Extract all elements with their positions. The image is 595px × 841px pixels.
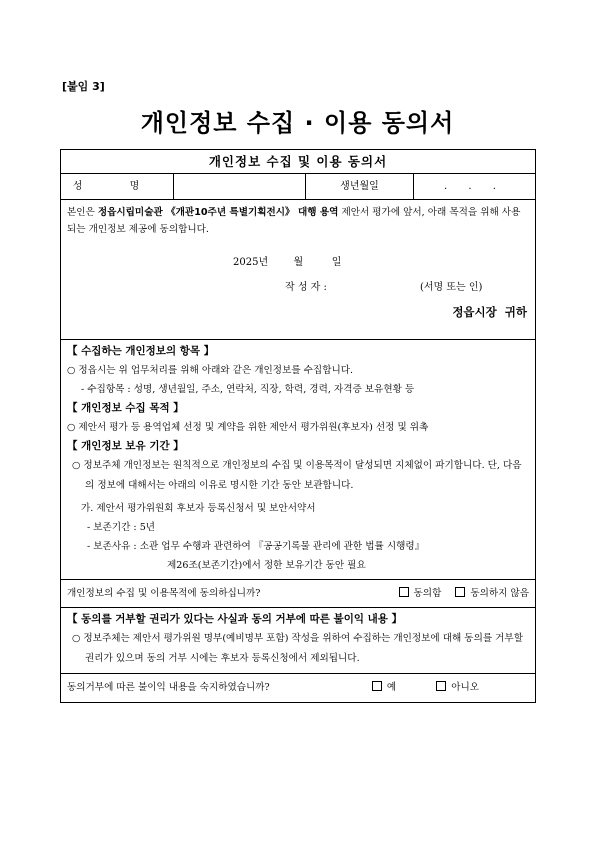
checkbox-icon[interactable] (372, 681, 382, 691)
consent-statement (61, 200, 535, 340)
applicant-info-row (61, 174, 535, 200)
retention-paragraph: ○ 정보주체 개인정보는 원칙적으로 개인정보의 수집 및 이용목적이 달성되면 지체없이 파기합니다. 단, 다음의 정보에 대해서는 아래의 이유로 명시한 기간 동안 보관합니다. (72, 460, 522, 491)
name-field[interactable] (174, 174, 306, 199)
refusal-paragraph: ○ 정보주체는 제안서 평가위원 명부(예비명부 포함) 작성을 위하여 수집하는 개인정보에 대해 동의를 거부할 권리가 있으며 동의 거부 시에는 후보자 등록신청에서 제외됩니다. (72, 633, 523, 664)
agree-option[interactable] (399, 580, 442, 607)
disagree-option[interactable] (455, 580, 529, 607)
acknowledge-question-row (61, 674, 535, 702)
date-line[interactable]: 2025년 월 일 (233, 257, 342, 268)
no-label: 아니오 (451, 682, 479, 693)
agree-label: 동의함 (413, 588, 442, 599)
disagree-label: 동의하지 않음 (470, 588, 529, 599)
project-name: 정읍시립미술관 《개관10주년 특별기획전시》 대행 용역 (97, 207, 339, 218)
info-details (61, 340, 535, 580)
retention-item: 가. 제안서 평가위원회 후보자 등록신청서 및 보안서약서 (81, 503, 316, 514)
intro-prefix: 본인은 (67, 207, 98, 218)
intro-text (67, 204, 529, 238)
items-heading: 【 수집하는 개인정보의 항목 】 (67, 345, 215, 357)
retention-heading: 【 개인정보 보유 기간 】 (67, 440, 184, 452)
checkbox-icon[interactable] (455, 587, 465, 597)
yes-option[interactable] (372, 674, 396, 702)
acknowledge-question: 동의거부에 따른 불이익 내용을 숙지하였습니까? (67, 682, 270, 693)
attachment-label: [붙임 3] (62, 80, 105, 93)
page-title: 개인정보 수집 · 이용 동의서 (140, 109, 455, 137)
birth-field[interactable]: . . . (444, 181, 505, 192)
purpose-line: ○ 제안서 평가 등 용역업체 선정 및 계약을 위한 제안서 평가위원(후보자) 선정 및 위촉 (67, 422, 429, 433)
yes-label: 예 (386, 682, 397, 693)
addressee: 정읍시장 귀하 (452, 305, 527, 319)
checkbox-icon[interactable] (399, 587, 409, 597)
retention-reason: - 보존사유 : 소관 업무 수행과 관련하여 『공공기록물 관리에 관한 법률 시행령』 (87, 541, 425, 552)
birth-label: 생년월일 (306, 174, 414, 199)
checkbox-icon[interactable] (436, 681, 446, 691)
no-option[interactable] (436, 674, 479, 702)
signature-field[interactable]: (서명 또는 인) (420, 282, 483, 293)
writer-label: 작 성 자 : (285, 282, 327, 293)
form-title: 개인정보 수집 및 이용 동의서 (61, 150, 535, 174)
items-list: - 수집항목 : 성명, 생년월일, 주소, 연락처, 직장, 학력, 경력, 자격증 보유현황 등 (81, 384, 415, 395)
consent-question: 개인정보의 수집 및 이용목적에 동의하십니까? (67, 588, 261, 599)
intro-suffix: 제안서 평가에 앞서, 아래 목적을 위해 사용되는 개인정보 제공에 동의합니다. (67, 207, 521, 235)
consent-form (60, 149, 536, 703)
retention-reason-cont: 제26조(보존기간)에서 정한 보유기간 동안 필요 (167, 560, 366, 571)
retention-period: - 보존기간 : 5년 (87, 522, 156, 533)
items-line: ○ 정읍시는 위 업무처리를 위해 아래와 같은 개인정보를 수집합니다. (67, 365, 354, 376)
refusal-heading: 【 동의를 거부할 권리가 있다는 사실과 동의 거부에 따른 불이익 내용 】 (67, 613, 403, 625)
name-label: 성 명 (61, 174, 174, 199)
purpose-heading: 【 개인정보 수집 목적 】 (67, 402, 184, 414)
refusal-section (61, 608, 535, 674)
consent-question-row (61, 580, 535, 608)
